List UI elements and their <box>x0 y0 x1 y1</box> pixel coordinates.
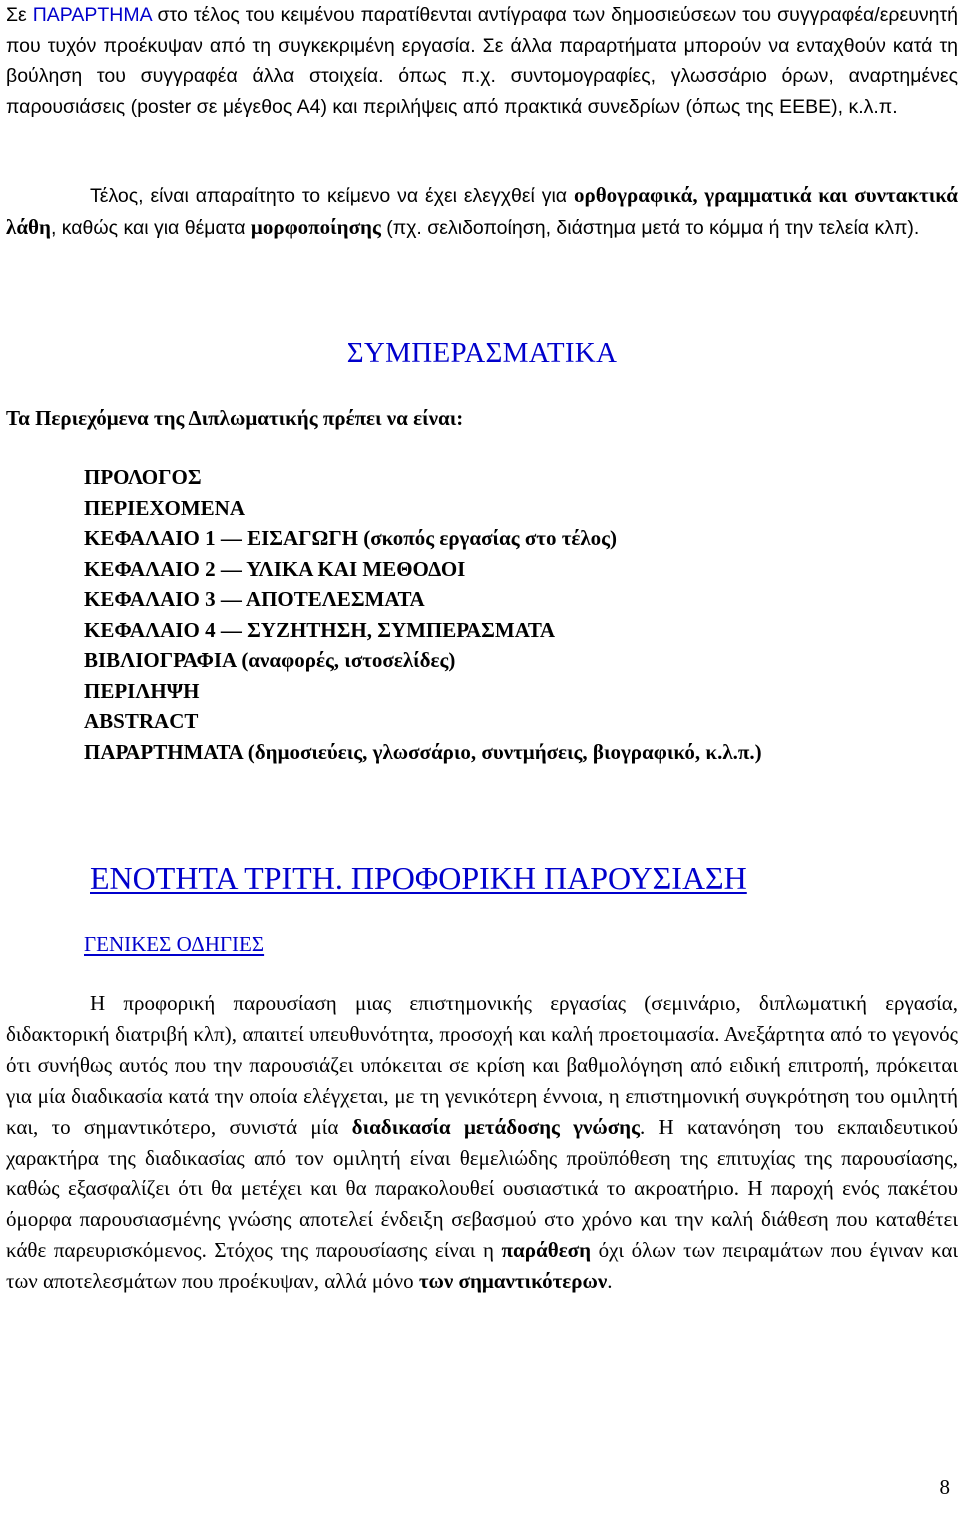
proofreading-bold-formatting: μορφοποίησης <box>250 214 381 239</box>
proofreading-bold-errors: ορθογραφικά, γραμματικά και συντακτικά λάθη <box>6 183 958 239</box>
list-item: ΒΙΒΛΙΟΓΡΑΦΙΑ (αναφορές, ιστοσελίδες) <box>84 648 456 672</box>
list-item: ΚΕΦΑΛΑΙΟ 4 — ΣΥΖΗΤΗΣΗ, ΣΥΜΠΕΡΑΣΜΑΤΑ <box>84 617 555 642</box>
subsection-heading: ΓΕΝΙΚΕΣ ΟΔΗΓΙΕΣ <box>84 932 265 956</box>
oral-text-1: Η προφορική παρουσίαση μιας επιστημονικής εργασίας (σεμινάριο, διπλωματική εργασία, διδακτορική διατριβή κλπ), απαιτεί υπευθυνότητα, προσοχή και καλή προετοιμασία. Ανεξάρτητα από το γεγονός ότι συνήθως αυτός που την παρουσιάζει υπόκειται σε κρίση και βαθμολόγηση από ειδική επιτροπή, πρόκειται για μία διαδικασία κατά την οποία ελέγχεται, με τη γενικότερη έννοια, η επιστημονική συγκρότηση του ομιλητή και, το σημαντικότερο, συνιστά μία <box>6 991 958 1139</box>
proofreading-text-3: (πχ. σελιδοποίηση, διάστημα μετά το κόμμα ή την τελεία κλπ). <box>380 216 920 239</box>
proofreading-paragraph <box>6 180 958 243</box>
list-item: ΠΡΟΛΟΓΟΣ <box>84 465 202 489</box>
list-item: ΠΑΡΑΡΤΗΜΑΤΑ (δημοσιεύεις, γλωσσάριο, συντμήσεις, βιογραφικό, κ.λ.π.) <box>84 739 762 764</box>
list-item: ABSTRACT <box>84 709 199 733</box>
list-item: ΠΕΡΙΕΧΟΜΕΝΑ <box>84 495 246 520</box>
oral-text-3: όχι όλων των πειραμάτων που έγιναν και των αποτελεσμάτων που προέκυψαν, αλλά μόνο <box>6 1238 958 1294</box>
list-item: ΠΕΡΙΛΗΨΗ <box>84 678 200 703</box>
oral-bold-knowledge-transfer: διαδικασία μετάδοσης γνώσης <box>351 1114 640 1139</box>
oral-presentation-paragraph <box>6 988 958 1297</box>
section-heading: ΕΝΟΤΗΤΑ ΤΡΙΤΗ. ΠΡΟΦΟΡΙΚΗ ΠΑΡΟΥΣΙΑΣΗ <box>90 860 747 896</box>
contents-intro: Τα Περιεχόμενα της Διπλωματικής πρέπει να είναι: <box>6 406 464 430</box>
appendix-paragraph <box>6 0 958 123</box>
proofreading-text-2: , καθώς και για θέματα <box>50 216 251 239</box>
list-item: ΚΕΦΑΛΑΙΟ 1 — ΕΙΣΑΓΩΓΗ (σκοπός εργασίας στο τέλος) <box>84 526 618 550</box>
list-item: ΚΕΦΑΛΑΙΟ 2 — ΥΛΙΚΑ ΚΑΙ ΜΕΘΟΔΟΙ <box>84 556 466 581</box>
oral-bold-presentation: παράθεση <box>501 1238 592 1263</box>
contents-list <box>84 462 762 767</box>
oral-text-4: . <box>607 1269 613 1294</box>
oral-text-2: . Η κατανόηση του εκπαιδευτικού χαρακτήρα της διαδικασίας από τον ομιλητή είναι θεμελιώδης προϋπόθεση της επιτυχίας της παρουσίασης, καθώς εξασφαλίζει ότι θα μετέχει και θα παρακολουθεί ουσιαστικά το ακροατήριο. Η παροχή ενός πακέτου όμορφα παρουσιασμένης γνώσης αποτελεί ένδειξη σεβασμού στο χρόνο και την καλή διάθεση που καταθέτει κάθε παρευρισκόμενος. Στόχος της παρουσίασης είναι η <box>6 1114 959 1263</box>
list-item: ΚΕΦΑΛΑΙΟ 3 — ΑΠΟΤΕΛΕΣΜΑΤΑ <box>84 587 425 611</box>
page-number: 8 <box>939 1475 950 1499</box>
conclusion-heading: ΣΥΜΠΕΡΑΣΜΑΤΙΚΑ <box>346 337 618 369</box>
oral-bold-most-important: των σημαντικότερων <box>418 1269 608 1294</box>
appendix-paragraph-text-rest: στο τέλος του κειμένου παρατίθενται αντίγραφα των δημοσιεύσεων του συγγραφέα/ερευνητή που τυχόν προέκυψαν από τη συγκεκριμένη εργασία. Σε άλλα παραρτήματα μπορούν να ενταχθούν κατά τη βούληση του συγγραφέα άλλα στοιχεία. όπως π.χ. συντομογραφίες, γλωσσάριο όρων, αναρτημένες παρουσιάσεις (poster σε μέγεθος Α4) και περιλήψεις από πρακτικά συνεδρίων (όπως της ΕΕΒΕ), κ.λ.π. <box>6 4 958 119</box>
proofreading-text-1: Τέλος, είναι απαραίτητο το κείμενο να έχει ελεγχθεί για <box>90 185 574 207</box>
appendix-paragraph-text-start: Σε <box>6 4 27 26</box>
appendix-keyword: ΠΑΡΑΡΤΗΜΑ <box>32 4 152 26</box>
